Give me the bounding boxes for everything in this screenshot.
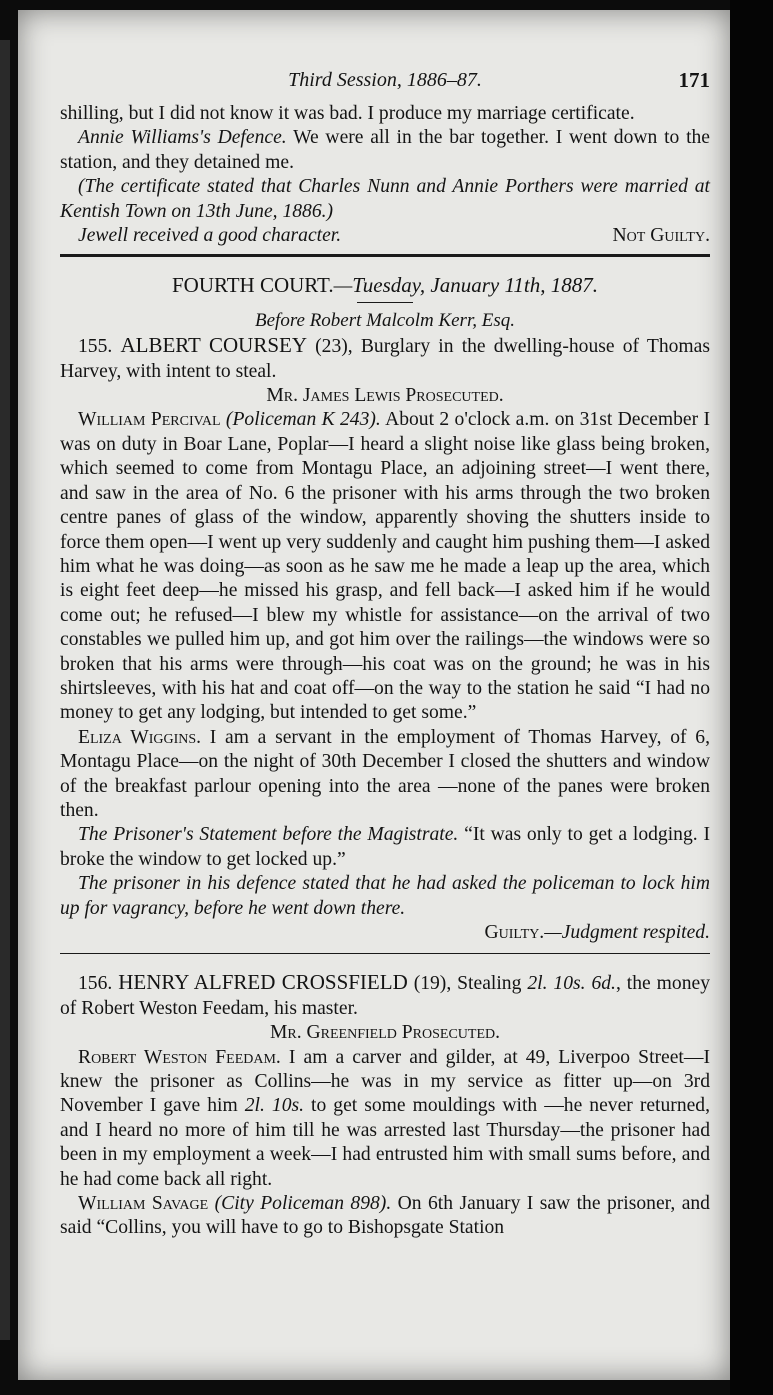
witness-percival-testimony <box>60 408 710 725</box>
running-header <box>60 68 710 102</box>
case-155-heading <box>60 333 710 384</box>
judgment-note: —Judgment respited. <box>544 922 710 943</box>
case-156-amount: 2l. 10s. 6d. <box>527 973 616 995</box>
case-156-charge-a: (19), Stealing <box>413 973 522 995</box>
continued-testimony: shilling, but I did not know it was bad. I produce my marriage certificate. <box>60 103 635 124</box>
heading-rule <box>357 302 413 303</box>
prisoner-defence: The prisoner in his defence stated that he had asked the policeman to lock him up for vagrancy, before he went down there. <box>60 873 710 919</box>
statement-label: The Prisoner's Statement before the Magistrate. <box>78 824 459 846</box>
judge-line: Before Robert Malcolm Kerr, Esq. <box>255 309 515 331</box>
witness-feedam-text-b: to get some mouldings with —he never returned, and I heard no more of him till he was arrested last Thursday—the prisoner had been in my employment a week—I had entrusted him with small sums before, and he had come back all right. <box>60 1095 711 1190</box>
witness-savage-text: On 6th January I saw the prisoner, and said “Collins, you will have to go to Bishopsgate Station <box>60 1193 710 1239</box>
verdict-not-guilty: Not Guilty. <box>612 225 710 247</box>
witness-savage-role: (City Policeman 898). <box>214 1193 392 1215</box>
court-date: —Tuesday, January 11th, 1887. <box>333 273 599 298</box>
section-rule <box>60 254 710 257</box>
case-155-charge: (23), Burglary in the dwelling-house of Thomas Harvey, with intent to steal. <box>60 336 710 382</box>
witness-feedam-name: Robert Weston Feedam. <box>78 1046 281 1068</box>
case-155-defendant: ALBERT COURSEY <box>120 333 307 358</box>
case-156-defendant: HENRY ALFRED CROSSFIELD <box>118 970 408 995</box>
witness-percival-text: About 2 o'clock a.m. on 31st December I was on duty in Boar Lane, Poplar—I heard a slight noise like glass being broken, which seemed to come from Montagu Place, an adjoining street—I went there, and saw in the area of No. 6 the prisoner with his arms through the two broken centre panes of glass of the window, apparently shoving the shutters inside to force them open—I went up very suddenly and caught him pushing them—I asked him what he was doing—as soon as he saw me he made a leap up the area, which is eight feet deep—he missed his grasp, and fell back—I asked him if he would come out; he refused—I blew my whistle for assistance—on the arrival of two constables we pulled him up, and got him over the railings—the windows were so broken that his arms were through—his coat was on the ground; he was in his shirtsleeves, with his hat and coat off—on the way to the station he said “I had no money to get any lodging, but intended to get some.” <box>60 409 710 724</box>
witness-savage-testimony <box>60 1192 710 1241</box>
case-156-number: 156. <box>78 973 113 995</box>
witness-wiggins-text: I am a servant in the employment of Thomas Harvey, of 6, Montagu Place—on the night of 30th December I closed the shutters and window of the breakfast parlour opening into the area —none of the panes were broken then. <box>60 726 710 821</box>
scan-dark-margin <box>730 0 773 1395</box>
case-156-heading <box>60 970 710 1021</box>
prisoner-statement <box>60 823 710 872</box>
page-content <box>60 68 710 1241</box>
case-divider <box>60 953 710 954</box>
book-page <box>18 10 730 1380</box>
witness-savage-name: William Savage <box>78 1193 209 1215</box>
witness-feedam-text-a: I am a carver and gilder, at 49, Liverpoo Street—I knew the prisoner as Collins—he was in my service as fitter up—on 3rd November I gave him <box>60 1046 710 1117</box>
character-note: Jewell received a good character. <box>78 225 342 247</box>
witness-percival-name: William Percival <box>78 409 221 431</box>
court-heading <box>60 273 710 297</box>
character-verdict-line <box>60 224 710 248</box>
witness-wiggins-name: Eliza Wiggins. <box>78 726 202 748</box>
witness-feedam-testimony <box>60 1046 710 1192</box>
case-155-number: 155. <box>78 336 113 358</box>
case-155-verdict <box>60 921 710 945</box>
page-number: 171 <box>678 68 710 92</box>
case-156-prosecution: Mr. Greenfield Prosecuted. <box>269 1022 501 1044</box>
book-binding-edge <box>0 40 10 1340</box>
verdict-guilty: Guilty. <box>484 922 545 943</box>
defence-paragraph <box>60 126 710 175</box>
defence-text: We were all in the bar together. I went down to the station, and they detained me. <box>60 127 711 173</box>
defence-label: Annie Williams's Defence. <box>78 127 287 149</box>
running-title: Third Session, 1886–87. <box>288 69 482 91</box>
certificate-note: (The certificate stated that Charles Nunn and Annie Porthers were married at Kentish Town on 13th June, 1886.) <box>60 176 710 222</box>
case-155-prosecution: Mr. James Lewis Prosecuted. <box>266 385 504 407</box>
witness-feedam-amount: 2l. 10s. <box>244 1095 305 1117</box>
case-156-charge-b: , the money of Robert Weston Feedam, his master. <box>60 973 710 1019</box>
witness-percival-role: (Policeman K 243). <box>225 409 381 431</box>
court-title: FOURTH COURT. <box>171 273 334 298</box>
witness-wiggins-testimony <box>60 726 710 824</box>
statement-text: “It was only to get a lodging. I broke the window to get locked up.” <box>60 824 710 870</box>
